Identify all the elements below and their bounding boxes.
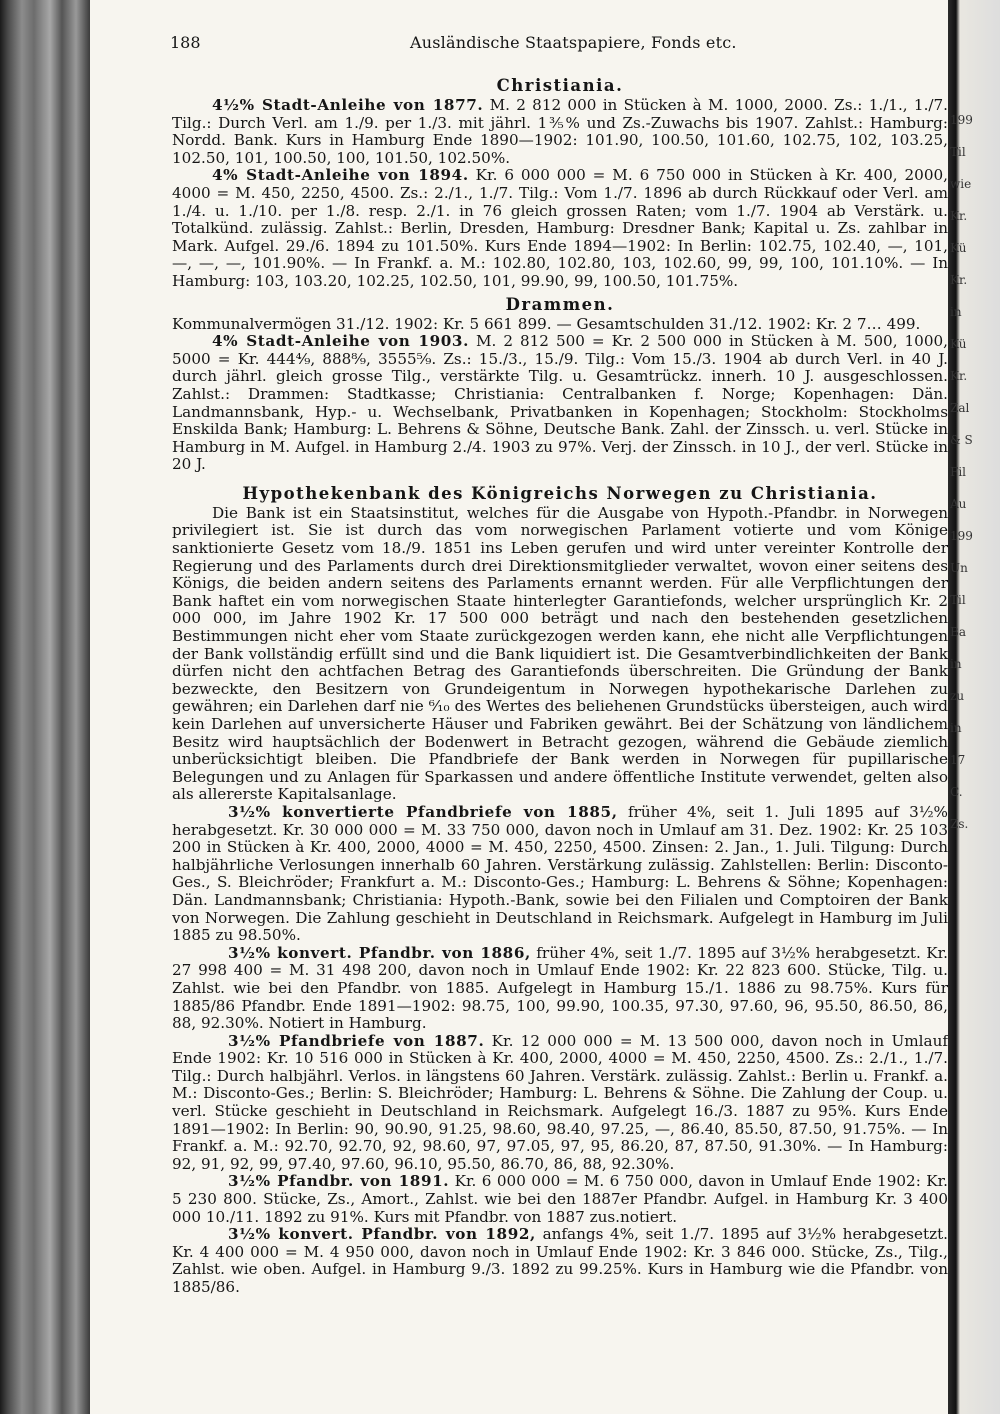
facing-page-fragment: in	[950, 657, 962, 671]
facing-page-fragment: Kr.	[950, 209, 968, 223]
section-title-christiania: Christiania.	[496, 76, 624, 95]
entry-pfandbriefe-1891	[172, 1173, 948, 1226]
entry-heading: 3½% Pfandbr. von 1891.	[228, 1173, 450, 1191]
facing-page-fragment: Au	[950, 497, 967, 511]
entry-body: früher 4%, seit 1./7. 1895 auf 3½% herabgesetzt. Kr. 27 998 400 = M. 31 498 200, davon noch in Umlauf Ende 1902: Kr. 22 823 600. Stücke, Tilg. u. Zahlst. wie bei den Pfandbr. von 1885. Aufgelegt in Hamburg 15./1. 1886 zu 98.75%. Kurs für 1885/86 Pfandbr. Ende 1891—1902: 98.75, 100, 99.90, 100.35, 97.30, 97.60, 96, 95.50, 86.50, 86, 88, 92.30%. Notiert in Hamburg.	[172, 944, 948, 1033]
facing-page-fragment: Kü	[950, 337, 967, 351]
entry-drammen-1903	[172, 333, 948, 474]
entry-heading: 3½% Pfandbriefe von 1887.	[228, 1032, 485, 1050]
running-title: Ausländische Staatspapiere, Fonds etc.	[410, 33, 737, 52]
page-header	[170, 34, 928, 54]
document-page	[90, 0, 948, 1414]
facing-page-fragment: C.	[950, 785, 963, 799]
facing-page-fragment: 199	[950, 529, 973, 543]
entry-body: Kr. 12 000 000 = M. 13 500 000, davon noch in Umlauf Ende 1902: Kr. 10 516 000 in Stücken à Kr. 400, 2000, 4000 = M. 450, 2250, 4500. Zs.: 2./1., 1./7. Tilg.: Durch halbjährl. Verlos. in längstens 60 Jahren. Verstärk. zulässig. Zahlst.: Berlin u. Frankf. a. M.: Disconto-Ges.; Berlin: S. Bleichröder; Hamburg: L. Behrens & Söhne. Die Zahlung der Coup. u. verl. Stücke geschieht in Deutschland in Reichsmark. Aufgelegt 16./3. 1887 zu 95%. Kurs Ende 1891—1902: In Berlin: 90, 90.90, 91.25, 98.60, 98.40, 97.25, —, 86.40, 85.50, 87.50, 91.75%. — In Frankf. a. M.: 92.70, 92.70, 92, 98.60, 97, 97.05, 97, 95, 86.20, 87, 87.50, 91.30%. — In Hamburg: 92, 91, 92, 99, 97.40, 97.60, 96.10, 95.50, 86.70, 86, 88, 92.30%.	[172, 1032, 948, 1173]
section-title-hypothekenbank: Hypothekenbank des Königreichs Norwegen zu Christiania.	[242, 483, 878, 503]
entry-heading: 3½% konvert. Pfandbr. von 1886,	[228, 944, 531, 962]
facing-page-fragment: in	[950, 721, 962, 735]
scan-binding-edge	[0, 0, 90, 1414]
facing-page-fragment: 17	[950, 753, 966, 767]
entry-body: anfangs 4%, seit 1./7. 1895 auf 3½% herabgesetzt. Kr. 4 400 000 = M. 4 950 000, davon noch in Umlauf Ende 1902: Kr. 3 846 000. Stücke, Zs., Tilg., Zahlst. wie oben. Aufgel. in Hamburg 9./3. 1892 zu 99.25%. Kurs in Hamburg wie die Pfandbr. von 1885/86.	[172, 1226, 948, 1296]
entry-pfandbriefe-1892	[172, 1226, 948, 1296]
facing-page-fragment: & S	[950, 433, 973, 447]
page-number: 188	[170, 33, 201, 52]
entry-heading: 3½% konvert. Pfandbr. von 1892,	[228, 1226, 536, 1244]
entry-christiania-1877	[172, 97, 948, 167]
entry-christiania-1894	[172, 167, 948, 290]
facing-page-fragment: zu	[950, 689, 965, 703]
entry-pfandbriefe-1885	[172, 804, 948, 945]
entry-heading: 4½% Stadt-Anleihe von 1877.	[212, 97, 484, 114]
entry-hypothekenbank-intro: Die Bank ist ein Staatsinstitut, welches für die Ausgabe von Hypoth.-Pfandbr. in Norwegen privilegiert ist. Sie ist durch das vom norwegischen Parlament votierte und vom Könige sanktionierte Gesetz vom 18./9. 1851 ins Leben gerufen und wird unter vereinter Kontrolle der Regierung und des Parlaments durch drei Direktionsmitglieder verwaltet, wovon einer seitens des Königs, die beiden andern seitens des Parlaments ernannt werden. Für alle Verpflichtungen der Bank haftet ein vom norwegischen Staate hinterlegter Garantiefonds, welcher ursprünglich Kr. 2 000 000, im Jahre 1902 Kr. 17 500 000 beträgt und nach den bestehenden gesetzlichen Bestimmungen nicht eher vom Staate zurückgezogen werden kann, ehe nicht alle Verpflichtungen der Bank vollständig erfüllt sind und die Bank liquidiert ist. Die Gesamtverbindlichkeiten der Bank dürfen nicht den achtfachen Betrag des Garantiefonds überschreiten. Die Gründung der Bank bezweckte, den Besitzern von Grundeigentum in Norwegen hypothekarische Darlehen zu gewähren; ein Darlehen darf nie ⁶⁄₁₀ des Wertes des beliehenen Grundstücks übersteigen, auch wird kein Darlehen auf unversicherte Häuser und Fabriken gewährt. Bei der Schätzung von ländlichem Besitz wird hauptsächlich der Bodenwert in Betracht gezogen, während die Gebäude ziemlich unberücksichtigt bleiben. Die Pfandbriefe der Bank werden in Norwegen für pupillarische Belegungen und zu Anlagen für Sparkassen und andere öffentliche Institute verwendet, gelten also als allererste Kapitalsanlage.	[172, 504, 948, 804]
entry-body: Kr. 6 000 000 = M. 6 750 000 in Stücken à Kr. 400, 2000, 4000 = M. 450, 2250, 4500. Zs.: 2./1., 1./7. Tilg.: Vom 1./7. 1896 ab durch Rückkauf oder Verl. am 1./4. u. 1./10. per 1./8. resp. 2./1. in 76 gleich grossen Raten; vom 1./7. 1904 ab Verstärk. u. Totalkünd. zulässig. Zahlst.: Berlin, Dresden, Hamburg: Dresdner Bank; Kapital u. Zs. zahlbar in Mark. Aufgel. 29./6. 1894 zu 101.50%. Kurs Ende 1894—1902: In Berlin: 102.75, 102.40, —, 101, —, —, —, 101.90%. — In Frankf. a. M.: 102.80, 102.80, 103, 102.60, 99, 99, 100, 101.10%. — In Hamburg: 103, 103.20, 102.25, 102.50, 101, 99.90, 99, 100.50, 101.75%.	[172, 167, 948, 290]
entry-heading: 3½% konvertierte Pfandbriefe von 1885,	[228, 803, 618, 821]
text-column	[172, 72, 948, 1297]
facing-page-fragment: Fil	[950, 465, 967, 479]
facing-page-fragment: Kr.	[950, 369, 968, 383]
facing-page-fragment: Til	[950, 145, 966, 159]
facing-page-fragment: Til	[950, 593, 966, 607]
entry-pfandbriefe-1886	[172, 945, 948, 1033]
facing-page-fragment: Zal	[950, 401, 970, 415]
facing-page-fragment: in	[950, 305, 962, 319]
entry-drammen-vermoegen: Kommunalvermögen 31./12. 1902: Kr. 5 661 899. — Gesamtschulden 31./12. 1902: Kr. 2 7… 499.	[172, 315, 921, 333]
facing-page-fragment: Ba	[950, 625, 966, 639]
facing-page-fragment: Zs.	[950, 817, 969, 831]
facing-page-fragment: 199	[950, 113, 973, 127]
entry-body: M. 2 812 000 in Stücken à M. 1000, 2000. Zs.: 1./1., 1./7. Tilg.: Durch Verl. am 1./9. per 1./3. mit jährl. 1⅗% und Zs.-Zuwachs bis 1907. Zahlst.: Hamburg: Nordd. Bank. Kurs in Hamburg Ende 1890—1902: 101.90, 100.50, 101.60, 102.75, 102, 103.25, 102.50, 101, 100.50, 100, 101.50, 102.50%.	[172, 97, 948, 167]
entry-body: früher 4%, seit 1. Juli 1895 auf 3½% herabgesetzt. Kr. 30 000 000 = M. 33 750 000, davon noch in Umlauf am 31. Dez. 1902: Kr. 25 103 200 in Stücken à Kr. 400, 2000, 4000 = M. 450, 2250, 4500. Zinsen: 2. Jan., 1. Juli. Tilgung: Durch halbjährliche Verlosungen innerhalb 60 Jahren. Verstärkung zulässig. Zahlstellen: Berlin: Disconto-Ges., S. Bleichröder; Frankfurt a. M.: Disconto-Ges.; Hamburg: L. Behrens & Söhne; Kopenhagen: Dän. Landmannsbank; Christiania: Hypoth.-Bank, sowie bei den Filialen und Comptoiren der Bank von Norwegen. Die Zahlung geschieht in Deutschland in Reichsmark. Aufgelegt in Hamburg im Juli 1885 zu 98.50%.	[172, 803, 948, 945]
facing-page-fragments	[950, 110, 1000, 846]
entry-body: M. 2 812 500 = Kr. 2 500 000 in Stücken à M. 500, 1000, 5000 = Kr. 444⁴⁄₉, 888⁸⁄₉, 3555⁵⁄₉. Zs.: 15./3., 15./9. Tilg.: Vom 15./3. 1904 ab durch Verl. in 40 J. durch jährl. gleich grosse Tilg., verstärkte Tilg. u. Gesamtrückz. innerh. 10 J. ausgeschlossen. Zahlst.: Drammen: Stadtkasse; Christiania: Centralbanken f. Norge; Kopenhagen: Dän. Landmannsbank, Hyp.- u. Wechselbank, Privatbanken in Kopenhagen; Stockholm: Stockholms Enskilda Bank; Hamburg: L. Behrens & Söhne, Deutsche Bank. Zahl. der Zinssch. u. verl. Stücke in Hamburg in M. Aufgel. in Hamburg 2./4. 1903 zu 97%. Verj. der Zinssch. in 10 J., der verl. Stücke in 20 J.	[172, 333, 948, 474]
facing-page-fragment: wie	[950, 177, 972, 191]
entry-heading: 4% Stadt-Anleihe von 1894.	[212, 167, 469, 185]
facing-page-fragment: Kü	[950, 241, 967, 255]
entry-pfandbriefe-1887	[172, 1033, 948, 1174]
entry-body: Kr. 6 000 000 = M. 6 750 000, davon in Umlauf Ende 1902: Kr. 5 230 800. Stücke, Zs., Amort., Zahlst. wie bei den 1887er Pfandbr. Aufgel. in Hamburg Kr. 3 400 000 10./11. 1892 zu 91%. Kurs mit Pfandbr. von 1887 zus.notiert.	[172, 1173, 948, 1226]
facing-page-fragment: Un	[950, 561, 968, 575]
facing-page-fragment: Kr.	[950, 273, 968, 287]
entry-heading: 4% Stadt-Anleihe von 1903.	[212, 333, 469, 351]
section-title-drammen: Drammen.	[505, 294, 615, 314]
